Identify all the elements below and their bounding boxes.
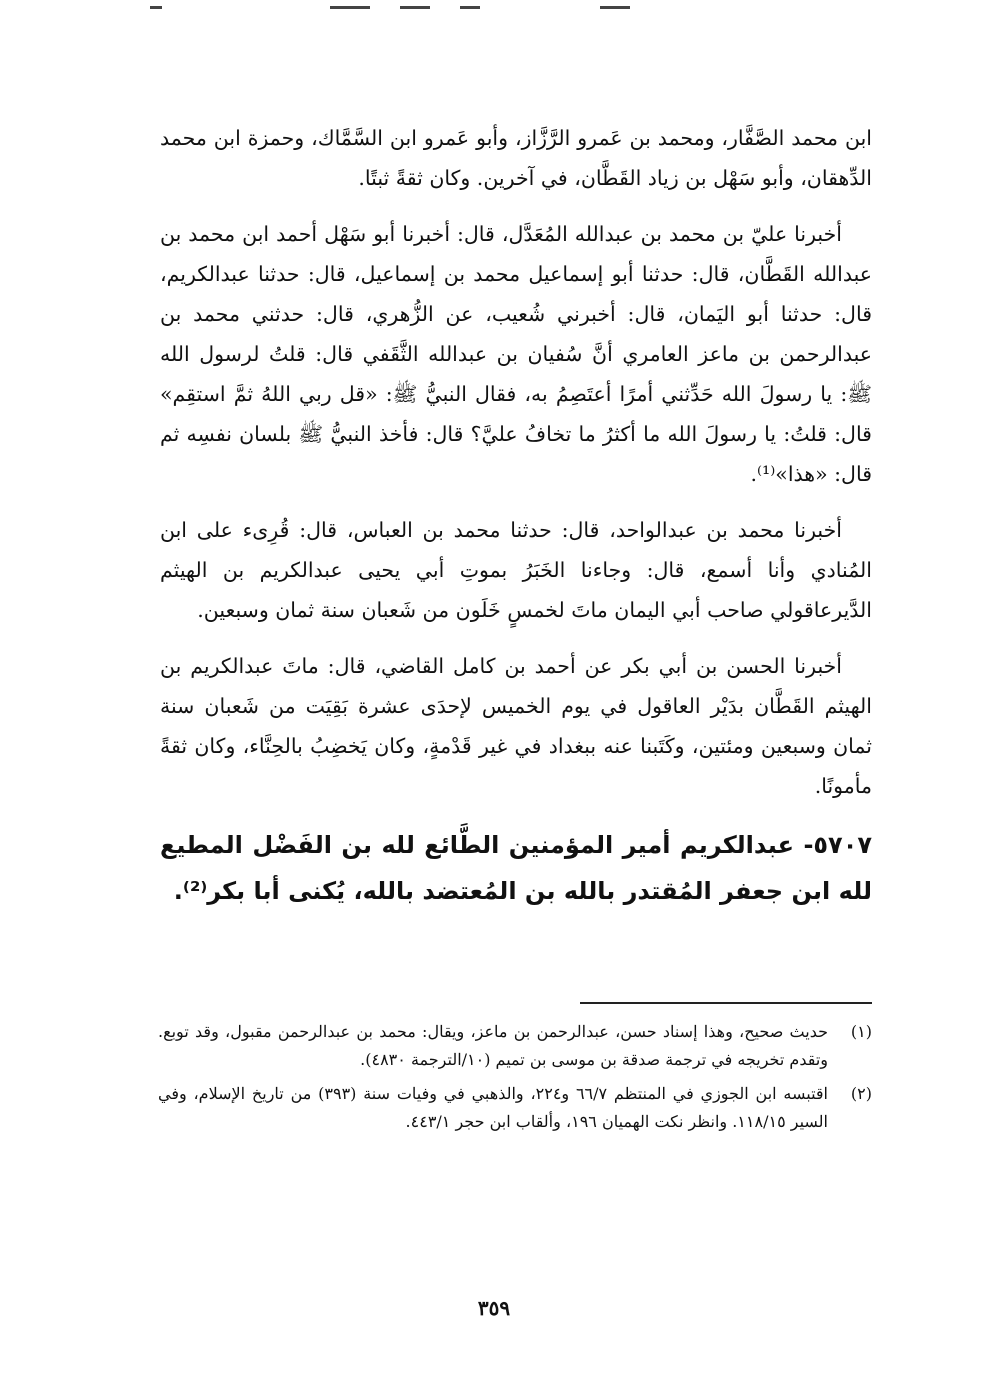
page-number: ٣٥٩ [477,1296,511,1320]
paragraph-hadith: أخبرنا عليّ بن محمد بن عبدالله المُعَدَّل، قال: أخبرنا أبو سَهْل أحمد ابن محمد بن عبدالله القَطَّان، قال: حدثنا أبو إسماعيل محمد بن إسماعيل، قال: حدثنا عبدالكريم، قال: حدثنا أبو اليَمان، قال: أخبرني شُعيب، عن الزُّهري، قال: حدثني محمد بن عبدالرحمن بن ماعز العامري أنَّ سُفيان بن عبدالله الثَّقَفي قال: قلتُ لرسول الله ﷺ: يا رسولَ الله حَدِّثني أمرًا أعتَصِمُ به، فقال النبيُّ ﷺ: «قل ربي اللهُ ثمَّ استقِم» قال: قلتُ: يا رسولَ الله ما أكثرُ ما تخافُ عليَّ؟ قال: فأخذ النبيُّ ﷺ بلسان نفسِه ثم قال: «هذا»⁽¹⁾. [160,222,872,486]
scan-artifact-mark [330,6,370,9]
scan-artifact-mark [150,6,162,9]
footnotes [158,1018,872,1142]
scan-artifact-mark [600,6,630,9]
footnote-item [158,1018,872,1074]
paragraph-death-date: أخبرنا الحسن بن أبي بكر عن أحمد بن كامل القاضي، قال: ماتَ عبدالكريم بن الهيثم القَطَّان بدَيْر العاقول في يوم الخميس لإحدَى عشرة بَقِيَت من شَعبان سنة ثمان وسبعين ومئتين، وكَتَبنا عنه ببغداد في غير قَدْمةٍ، وكان يَخضِبُ بالحِنَّاء، وكان ثقةً مأمونًا. [160,654,872,798]
entry-heading [160,822,872,914]
footnote-separator [580,1002,872,1004]
entry-number: ٥٧٠٧- [803,831,872,859]
main-text [160,118,872,914]
footnote-number: (٢) [850,1084,872,1103]
footnote-text: اقتبسه ابن الجوزي في المنتظم ٦٦/٧ و٢٢٤، والذهبي في وفيات سنة (٣٩٣) من تاريخ الإسلام، وفي السير ١١٨/١٥. وانظر نكت الهميان ١٩٦، وألقاب ابن حجر ٤٤٣/١. [158,1084,829,1131]
footnote-number: (١) [850,1022,872,1041]
entry-title: عبدالكريم أمير المؤمنين الطَّائع لله بن الفَضْل المطيع لله ابن جعفر المُقتدر بالله بن المُعتضد بالله، يُكنى أبا بكر⁽²⁾. [160,831,872,905]
footnote-item [158,1080,872,1136]
footnote-text: حديث صحيح، وهذا إسناد حسن، عبدالرحمن بن ماعز، ويقال: محمد بن عبدالرحمن مقبول، وقد توبع. وتقدم تخريجه في ترجمة صدقة بن موسى بن تميم (١٠/الترجمة ٤٨٣٠). [158,1022,828,1069]
paragraph-death-report: أخبرنا محمد بن عبدالواحد، قال: حدثنا محمد بن العباس، قال: قُرِىء على ابن المُنادي وأنا أسمع، قال: وجاءنا الخَبَرُ بموتِ أبي يحيى عبدالكريم بن الهيثم الدَّيرعاقولي صاحب أبي اليمان ماتَ لخمسٍ خَلَون من شَعبان سنة ثمان وسبعين. [160,518,872,622]
scan-artifact-mark [460,6,480,9]
paragraph-continuation: ابن محمد الصَّفَّار، ومحمد بن عَمرو الرَّزَّاز، وأبو عَمرو ابن السَّمَّاك، وحمزة ابن محمد الدِّهقان، وأبو سَهْل بن زياد القَطَّان، في آخرين. وكان ثقةً ثبتًا. [160,126,872,190]
scan-artifact-mark [400,6,430,9]
